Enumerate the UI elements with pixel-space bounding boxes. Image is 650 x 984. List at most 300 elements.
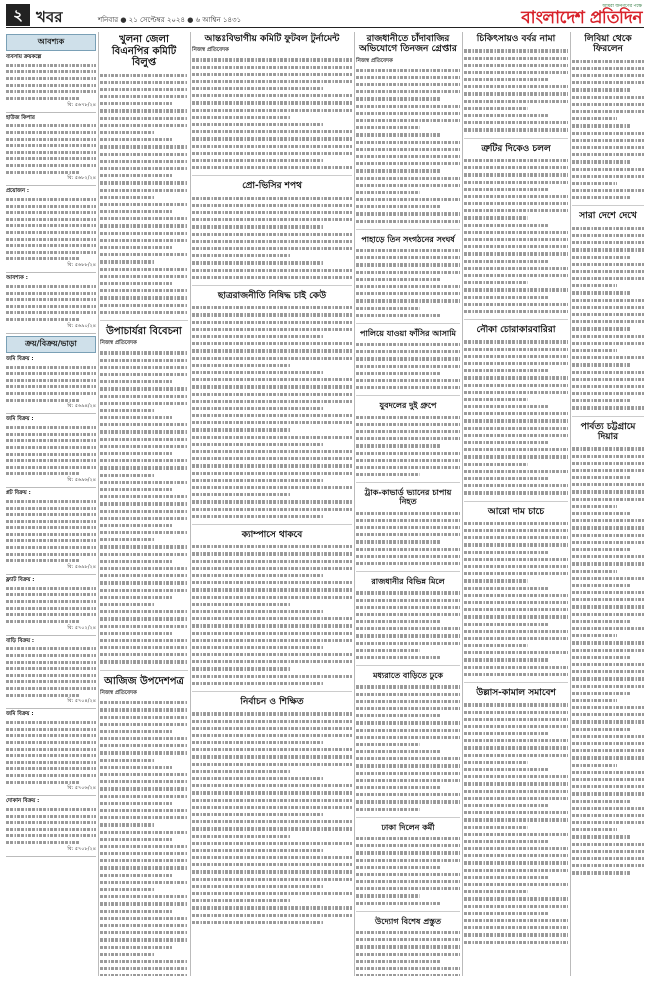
text-line xyxy=(356,355,460,362)
text-line xyxy=(100,349,188,356)
text-line xyxy=(356,958,441,965)
text-line xyxy=(6,498,96,505)
text-line xyxy=(464,534,568,541)
text-line xyxy=(100,821,155,828)
text-line xyxy=(464,236,568,243)
newspaper-logo xyxy=(442,4,642,28)
text-line xyxy=(356,297,460,304)
text-line xyxy=(100,965,188,972)
text-line xyxy=(6,531,96,538)
text-line xyxy=(356,146,460,153)
story-body xyxy=(356,835,460,907)
text-line xyxy=(6,772,96,779)
text-line xyxy=(356,203,441,210)
text-line xyxy=(356,341,460,348)
text-line xyxy=(192,615,352,622)
text-line xyxy=(6,679,96,686)
text-line xyxy=(464,119,568,126)
text-line xyxy=(356,929,460,936)
text-line xyxy=(192,637,352,644)
classified-section-header: আবশ্যক xyxy=(6,34,96,51)
text-line xyxy=(100,201,188,208)
text-line xyxy=(100,757,155,764)
text-line xyxy=(572,510,631,517)
text-line xyxy=(572,151,644,158)
text-line xyxy=(464,563,568,570)
text-line xyxy=(464,301,568,308)
text-line xyxy=(6,62,96,69)
text-line xyxy=(464,621,549,628)
text-line xyxy=(100,151,188,158)
story-headline: আন্তঃবিভাগীয় কমিটি ফুটবল টুর্নামেন্ট xyxy=(204,34,340,44)
story-body xyxy=(100,72,188,316)
text-line xyxy=(192,209,352,216)
classified-ad-ref: বি: ৫৬৯০/২৪ xyxy=(67,322,96,329)
text-line xyxy=(192,376,352,383)
text-line xyxy=(356,210,460,217)
text-line xyxy=(572,596,644,603)
text-line xyxy=(100,93,188,100)
text-line xyxy=(6,169,80,176)
text-line xyxy=(192,245,352,252)
text-line xyxy=(192,804,352,811)
text-line xyxy=(572,72,644,79)
text-line xyxy=(572,603,644,610)
text-line xyxy=(572,862,644,869)
text-line xyxy=(464,272,568,279)
text-line xyxy=(356,510,460,517)
text-line xyxy=(100,936,188,943)
text-line xyxy=(6,390,96,397)
text-line xyxy=(572,275,644,282)
text-line xyxy=(192,789,352,796)
text-line xyxy=(100,508,188,515)
text-line xyxy=(464,606,568,613)
text-line xyxy=(572,86,631,93)
text-line xyxy=(356,892,420,899)
text-line xyxy=(6,746,96,753)
text-line xyxy=(100,749,188,756)
text-line xyxy=(464,556,568,563)
text-line xyxy=(572,340,644,347)
text-line xyxy=(356,965,460,972)
news-story xyxy=(356,488,460,572)
text-line xyxy=(572,318,644,325)
text-line xyxy=(356,597,460,604)
text-line xyxy=(464,773,568,780)
text-line xyxy=(572,325,631,332)
text-line xyxy=(6,759,96,766)
text-line xyxy=(464,461,528,468)
text-line xyxy=(6,471,80,478)
text-line xyxy=(6,296,96,303)
text-line xyxy=(6,136,96,143)
classified-ad xyxy=(6,188,96,273)
text-line xyxy=(100,601,155,608)
text-line xyxy=(572,733,644,740)
text-line xyxy=(6,511,96,518)
text-line xyxy=(464,171,568,178)
text-line xyxy=(100,572,188,579)
story-body xyxy=(356,67,460,225)
text-line xyxy=(356,110,460,117)
text-line xyxy=(464,346,568,353)
text-line xyxy=(100,129,155,136)
text-line xyxy=(100,637,188,644)
text-line xyxy=(572,647,644,654)
news-story xyxy=(356,329,460,397)
text-line xyxy=(464,482,568,489)
text-line xyxy=(192,725,352,732)
text-line xyxy=(100,222,188,229)
text-line xyxy=(356,363,460,370)
text-line xyxy=(100,579,188,586)
text-line xyxy=(100,658,188,665)
text-line xyxy=(356,741,420,748)
news-story xyxy=(356,577,460,666)
text-line xyxy=(356,67,460,74)
text-line xyxy=(192,259,323,266)
text-line xyxy=(192,513,323,520)
text-line xyxy=(356,611,460,618)
news-story xyxy=(100,676,188,976)
text-line xyxy=(100,630,172,637)
text-line xyxy=(572,404,644,411)
text-line xyxy=(572,841,644,848)
text-line xyxy=(6,646,96,653)
text-line xyxy=(100,251,188,258)
text-line xyxy=(572,496,644,503)
text-line xyxy=(192,462,352,469)
text-line xyxy=(100,287,188,294)
text-line xyxy=(464,382,568,389)
text-line xyxy=(356,370,441,377)
text-line xyxy=(572,304,644,311)
story-headline: লিবিয়া থেকে ফিরলেন xyxy=(584,34,632,55)
text-line xyxy=(6,672,96,679)
text-line xyxy=(356,464,460,471)
text-line xyxy=(100,407,155,414)
text-line xyxy=(572,239,644,246)
text-line xyxy=(572,369,644,376)
text-line xyxy=(192,811,323,818)
text-line xyxy=(464,62,568,69)
story-body xyxy=(464,157,568,315)
story-headline: রাজধানীর বিভিন্ন মিলে xyxy=(371,577,445,587)
text-line xyxy=(192,202,352,209)
text-line xyxy=(6,242,96,249)
text-line xyxy=(6,156,96,163)
text-line xyxy=(572,869,631,876)
text-line xyxy=(356,625,460,632)
text-line xyxy=(464,90,568,97)
classified-ad xyxy=(6,416,96,488)
text-line xyxy=(100,122,188,129)
text-line xyxy=(356,936,460,943)
text-line xyxy=(464,265,568,272)
text-line xyxy=(192,477,323,484)
classified-ad xyxy=(6,711,96,796)
text-line xyxy=(6,659,96,666)
text-line xyxy=(464,222,549,229)
text-line xyxy=(572,848,644,855)
text-line xyxy=(192,340,352,347)
text-line xyxy=(572,347,617,354)
text-line xyxy=(464,859,568,866)
news-story xyxy=(192,530,352,692)
text-line xyxy=(6,739,96,746)
text-line xyxy=(192,861,352,868)
text-line xyxy=(464,76,549,83)
text-line xyxy=(6,826,96,833)
text-line xyxy=(6,431,96,438)
text-line xyxy=(192,319,352,326)
story-headline: পার্বত্য চট্টগ্রামে দিয়ার xyxy=(580,421,636,442)
text-line xyxy=(6,551,96,558)
text-line xyxy=(6,283,96,290)
text-line xyxy=(464,308,568,315)
text-line xyxy=(572,568,617,575)
text-line xyxy=(356,864,441,871)
text-line xyxy=(192,651,352,658)
text-line xyxy=(192,71,352,78)
classified-ad-lead: প্লট বিক্রয় : xyxy=(6,490,31,497)
text-line xyxy=(100,793,188,800)
text-line xyxy=(356,139,460,146)
text-line xyxy=(100,393,188,400)
text-line xyxy=(6,75,96,82)
classified-ad xyxy=(6,356,96,415)
text-line xyxy=(192,840,352,847)
story-body xyxy=(464,338,568,496)
text-line xyxy=(572,180,617,187)
story-body xyxy=(464,520,568,678)
text-line xyxy=(6,464,96,471)
text-line xyxy=(572,805,644,812)
text-line xyxy=(572,130,644,137)
text-line xyxy=(100,464,188,471)
text-line xyxy=(464,179,568,186)
text-line xyxy=(572,754,644,761)
text-line xyxy=(464,585,549,592)
text-line xyxy=(6,203,96,210)
text-line xyxy=(356,900,441,907)
text-line xyxy=(572,58,644,65)
text-line xyxy=(572,611,644,618)
news-column-a xyxy=(100,32,188,976)
text-line xyxy=(464,527,568,534)
text-line xyxy=(464,453,568,460)
text-line xyxy=(100,143,188,150)
text-line xyxy=(572,115,617,122)
text-line xyxy=(6,618,80,625)
text-line xyxy=(572,390,644,397)
text-line xyxy=(356,377,460,384)
classified-ad-ref: বি: ৫৬৯৮/২৪ xyxy=(67,564,96,571)
text-line xyxy=(100,294,188,301)
text-line xyxy=(192,608,323,615)
text-line xyxy=(464,214,528,221)
text-line xyxy=(464,924,568,931)
text-line xyxy=(100,472,155,479)
text-line xyxy=(356,175,460,182)
text-line xyxy=(192,732,352,739)
text-line xyxy=(464,838,549,845)
text-line xyxy=(464,439,549,446)
text-line xyxy=(356,442,441,449)
text-line xyxy=(192,164,352,171)
text-line xyxy=(6,142,96,149)
text-line xyxy=(6,820,96,827)
text-line xyxy=(100,187,188,194)
text-line xyxy=(464,635,568,642)
classified-ad xyxy=(6,275,96,334)
text-line xyxy=(100,486,172,493)
text-line xyxy=(464,795,568,802)
text-line xyxy=(6,229,96,236)
story-headline: রাজধানীতে চাঁদাবাজির অভিযোগে তিনজন গ্রেপ্তার xyxy=(359,34,457,55)
text-line xyxy=(100,237,188,244)
text-line xyxy=(572,311,644,318)
text-line xyxy=(464,701,568,708)
news-story xyxy=(192,291,352,525)
text-line xyxy=(572,826,617,833)
text-line xyxy=(572,575,644,582)
text-line xyxy=(100,215,188,222)
text-line xyxy=(356,727,460,734)
text-line xyxy=(356,842,460,849)
text-line xyxy=(6,813,96,820)
story-headline: যুবদলের দুই গ্রুপে xyxy=(379,401,437,411)
text-line xyxy=(572,675,644,682)
story-body xyxy=(100,699,188,976)
text-line xyxy=(464,475,549,482)
text-line xyxy=(356,117,460,124)
text-line xyxy=(356,531,460,538)
story-headline: ছাত্ররাজনীতি নিষিদ্ধ চাই কেউ xyxy=(217,290,327,301)
news-column-b xyxy=(192,32,352,976)
text-line xyxy=(100,807,188,814)
text-line xyxy=(572,704,644,711)
column-rule xyxy=(570,32,571,976)
text-line xyxy=(356,654,441,661)
text-line xyxy=(572,503,617,510)
text-line xyxy=(100,551,188,558)
classified-ad-lead: দোকান বিক্রয় : xyxy=(6,798,40,805)
text-line xyxy=(100,623,188,630)
text-line xyxy=(356,798,460,805)
text-line xyxy=(100,72,188,79)
text-line xyxy=(6,310,96,317)
story-body xyxy=(356,683,460,812)
text-line xyxy=(464,752,568,759)
classified-section-header: ক্রয়/বিক্রয়/ভাড়া xyxy=(6,336,96,353)
text-line xyxy=(464,286,568,293)
text-line xyxy=(464,577,528,584)
classified-ad xyxy=(6,490,96,575)
story-headline: উল্লাস-কামাল সমাবেশ xyxy=(476,688,556,698)
story-body xyxy=(356,247,460,319)
story-body xyxy=(572,58,644,202)
text-line xyxy=(356,276,441,283)
text-line xyxy=(192,919,323,926)
text-line xyxy=(572,397,631,404)
text-line xyxy=(572,625,644,632)
text-line xyxy=(464,852,568,859)
text-line xyxy=(464,193,568,200)
text-line xyxy=(100,273,188,280)
text-line xyxy=(100,764,172,771)
text-line xyxy=(356,517,460,524)
text-line xyxy=(356,312,441,319)
text-line xyxy=(356,189,420,196)
text-line xyxy=(464,112,549,119)
text-line xyxy=(6,236,96,243)
text-line xyxy=(100,479,188,486)
text-line xyxy=(100,536,155,543)
text-line xyxy=(464,888,528,895)
text-line xyxy=(100,872,172,879)
text-line xyxy=(464,83,568,90)
story-body xyxy=(192,195,352,281)
text-line xyxy=(356,972,460,976)
text-line xyxy=(6,210,96,217)
text-line xyxy=(192,912,352,919)
text-line xyxy=(6,719,96,726)
text-line xyxy=(6,752,96,759)
text-line xyxy=(572,661,644,668)
classified-ad-ref: বি: ৫৭০৮/২৪ xyxy=(67,845,96,852)
text-line xyxy=(100,908,172,915)
text-line xyxy=(464,200,568,207)
text-line xyxy=(6,149,96,156)
text-line xyxy=(356,698,460,705)
text-line xyxy=(192,586,352,593)
story-body xyxy=(192,304,352,520)
text-line xyxy=(192,847,323,854)
text-line xyxy=(572,144,644,151)
text-line xyxy=(356,691,460,698)
classified-ad xyxy=(6,115,96,187)
text-line xyxy=(192,78,352,85)
news-story xyxy=(192,697,352,930)
text-line xyxy=(572,158,631,165)
text-line xyxy=(192,347,352,354)
page-number: ২ xyxy=(6,4,30,26)
text-line xyxy=(192,99,352,106)
text-line xyxy=(464,250,568,257)
text-line xyxy=(6,290,96,297)
text-line xyxy=(356,435,460,442)
text-line xyxy=(192,484,352,491)
text-line xyxy=(572,289,631,296)
text-line xyxy=(192,56,352,63)
text-line xyxy=(464,403,549,410)
text-line xyxy=(572,246,644,253)
text-line xyxy=(464,780,568,787)
text-line xyxy=(464,425,568,432)
logo-text: বাংলাদেশ প্রতিদিন xyxy=(521,8,642,28)
text-line xyxy=(6,95,80,102)
classified-ad-lead: হাউজ কিপার xyxy=(6,114,35,121)
text-line xyxy=(100,836,172,843)
text-line xyxy=(100,929,188,936)
text-line xyxy=(356,784,441,791)
text-line xyxy=(192,238,352,245)
text-line xyxy=(464,432,568,439)
text-line xyxy=(572,726,631,733)
story-byline: নিজস্ব প্রতিবেদক xyxy=(100,690,137,697)
